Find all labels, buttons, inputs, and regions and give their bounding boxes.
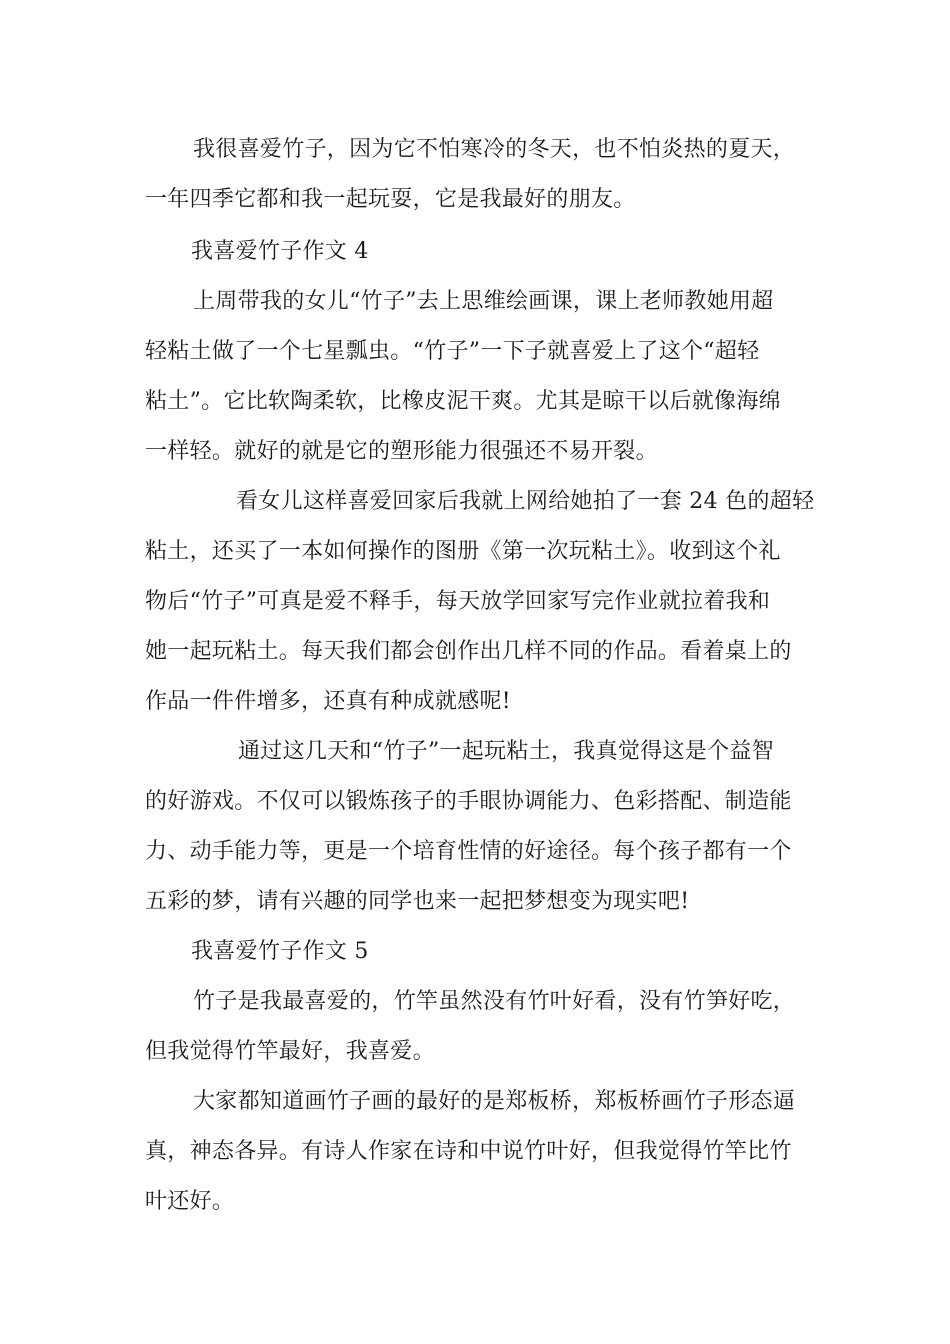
- text-line: 粘土”。它比软陶柔软，比橡皮泥干爽。尤其是晾干以后就像海绵: [145, 389, 781, 414]
- text-line: 上周带我的女儿“竹子”去上思维绘画课，课上老师教她用超: [193, 289, 774, 314]
- text-line: 我很喜爱竹子，因为它不怕寒冷的冬天，也不怕炎热的夏天，: [193, 137, 796, 162]
- text-line: 一年四季它都和我一起玩耍，它是我最好的朋友。: [145, 187, 636, 212]
- text-line: 的好游戏。不仅可以锻炼孩子的手眼协调能力、色彩搭配、制造能: [145, 789, 792, 814]
- section-heading: 我喜爱竹子作文 4: [191, 239, 369, 264]
- text-line: 她一起玩粘土。每天我们都会创作出几样不同的作品。看着桌上的: [145, 639, 792, 664]
- text-line: 大家都知道画竹子画的最好的是郑板桥，郑板桥画竹子形态逼: [193, 1089, 796, 1114]
- text-line: 竹子是我最喜爱的，竹竿虽然没有竹叶好看，没有竹笋好吃，: [193, 989, 796, 1014]
- text-line: 轻粘土做了一个七星瓢虫。“竹子”一下子就喜爱上了这个“超轻: [145, 339, 760, 364]
- text-line: 作品一件件增多，还真有种成就感呢!: [145, 689, 511, 714]
- text-line: 一样轻。就好的就是它的塑形能力很强还不易开裂。: [145, 439, 658, 464]
- text-line: 力、动手能力等，更是一个培育性情的好途径。每个孩子都有一个: [145, 839, 792, 864]
- text-line: 粘土，还买了一本如何操作的图册《第一次玩粘土》。收到这个礼: [145, 539, 781, 564]
- section-heading: 我喜爱竹子作文 5: [191, 939, 369, 964]
- text-line: 真，神态各异。有诗人作家在诗和中说竹叶好，但我觉得竹竿比竹: [145, 1139, 792, 1164]
- text-line: 叶还好。: [145, 1189, 235, 1214]
- text-line: 五彩的梦，请有兴趣的同学也来一起把梦想变为现实吧!: [145, 889, 690, 914]
- text-line: 但我觉得竹竿最好，我喜爱。: [145, 1039, 435, 1064]
- text-line: 通过这几天和“竹子”一起玩粘土，我真觉得这是个益智: [238, 739, 774, 764]
- text-line: 物后“竹子”可真是爱不释手，每天放学回家写完作业就拉着我和: [145, 589, 771, 614]
- text-line: 看女儿这样喜爱回家后我就上网给她拍了一套 24 色的超轻: [236, 489, 815, 514]
